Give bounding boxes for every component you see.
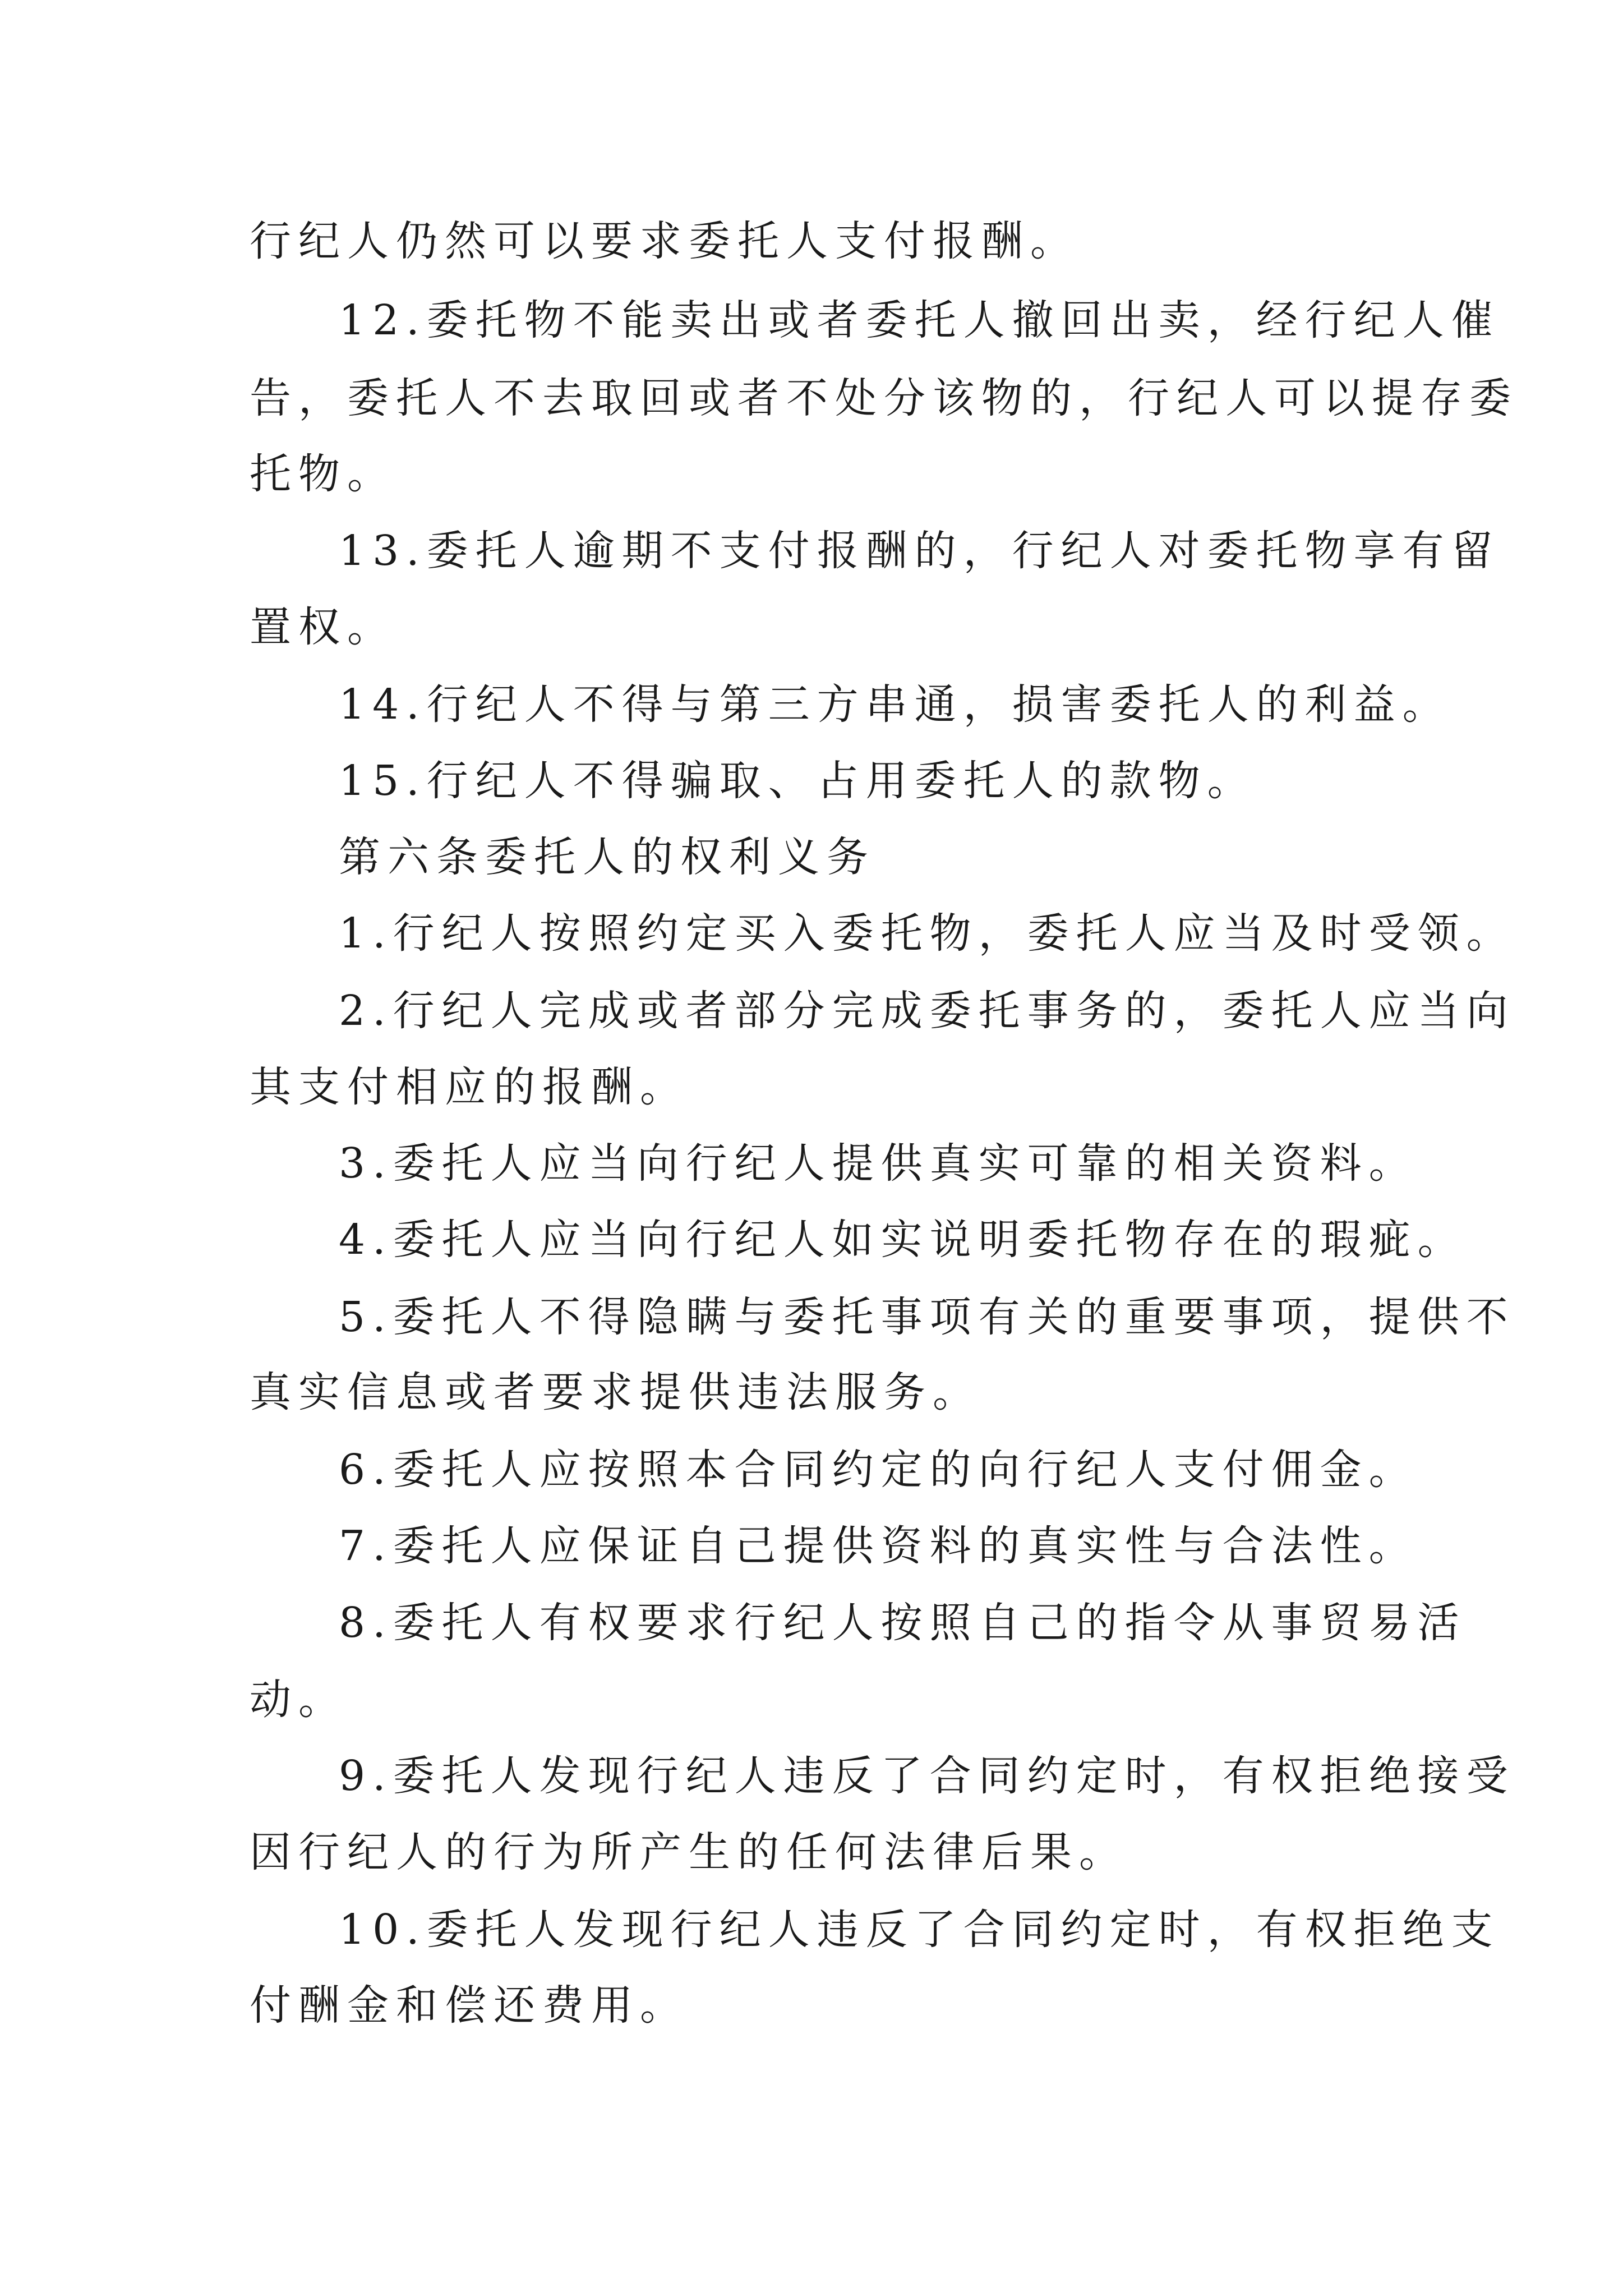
text-line: 告，委托人不去取回或者不处分该物的，行纪人可以提存委 (250, 374, 1518, 422)
clause-1: 1.行纪人按照约定买入委托物，委托人应当及时受领。 (339, 909, 1515, 958)
clause-6: 6.委托人应按照本合同约定的向行纪人支付佣金。 (339, 1446, 1418, 1494)
text-line: 因行纪人的行为所产生的任何法律后果。 (250, 1828, 1128, 1876)
clause-3: 3.委托人应当向行纪人提供真实可靠的相关资料。 (339, 1139, 1418, 1188)
clause-13-line-1: 13.委托人逾期不支付报酬的，行纪人对委托物享有留 (339, 527, 1500, 575)
section-heading: 第六条委托人的权利义务 (339, 833, 875, 881)
text-line: 其支付相应的报酬。 (250, 1063, 689, 1111)
clause-12-line-1: 12.委托物不能卖出或者委托人撤回出卖，经行纪人催 (339, 296, 1500, 344)
text-line: 动。 (250, 1676, 347, 1724)
clause-2-line-1: 2.行纪人完成或者部分完成委托事务的，委托人应当向 (339, 987, 1515, 1035)
text-line: 托物。 (250, 450, 396, 498)
clause-5-line-1: 5.委托人不得隐瞒与委托事项有关的重要事项，提供不 (339, 1293, 1515, 1341)
clause-9-line-1: 9.委托人发现行纪人违反了合同约定时，有权拒绝接受 (339, 1752, 1515, 1800)
text-line: 付酬金和偿还费用。 (250, 1981, 689, 2030)
text-line: 行纪人仍然可以要求委托人支付报酬。 (250, 217, 1079, 265)
clause-10-line-1: 10.委托人发现行纪人违反了合同约定时，有权拒绝支 (339, 1906, 1500, 1954)
clause-4: 4.委托人应当向行纪人如实说明委托物存在的瑕疵。 (339, 1216, 1467, 1264)
clause-7: 7.委托人应保证自己提供资料的真实性与合法性。 (339, 1522, 1418, 1570)
text-line: 置权。 (250, 603, 396, 651)
text-line: 真实信息或者要求提供违法服务。 (250, 1368, 981, 1416)
clause-15: 15.行纪人不得骗取、占用委托人的款物。 (339, 757, 1256, 805)
clause-14: 14.行纪人不得与第三方串通，损害委托人的利益。 (339, 680, 1451, 729)
clause-8-line-1: 8.委托人有权要求行纪人按照自己的指令从事贸易活 (339, 1599, 1467, 1647)
